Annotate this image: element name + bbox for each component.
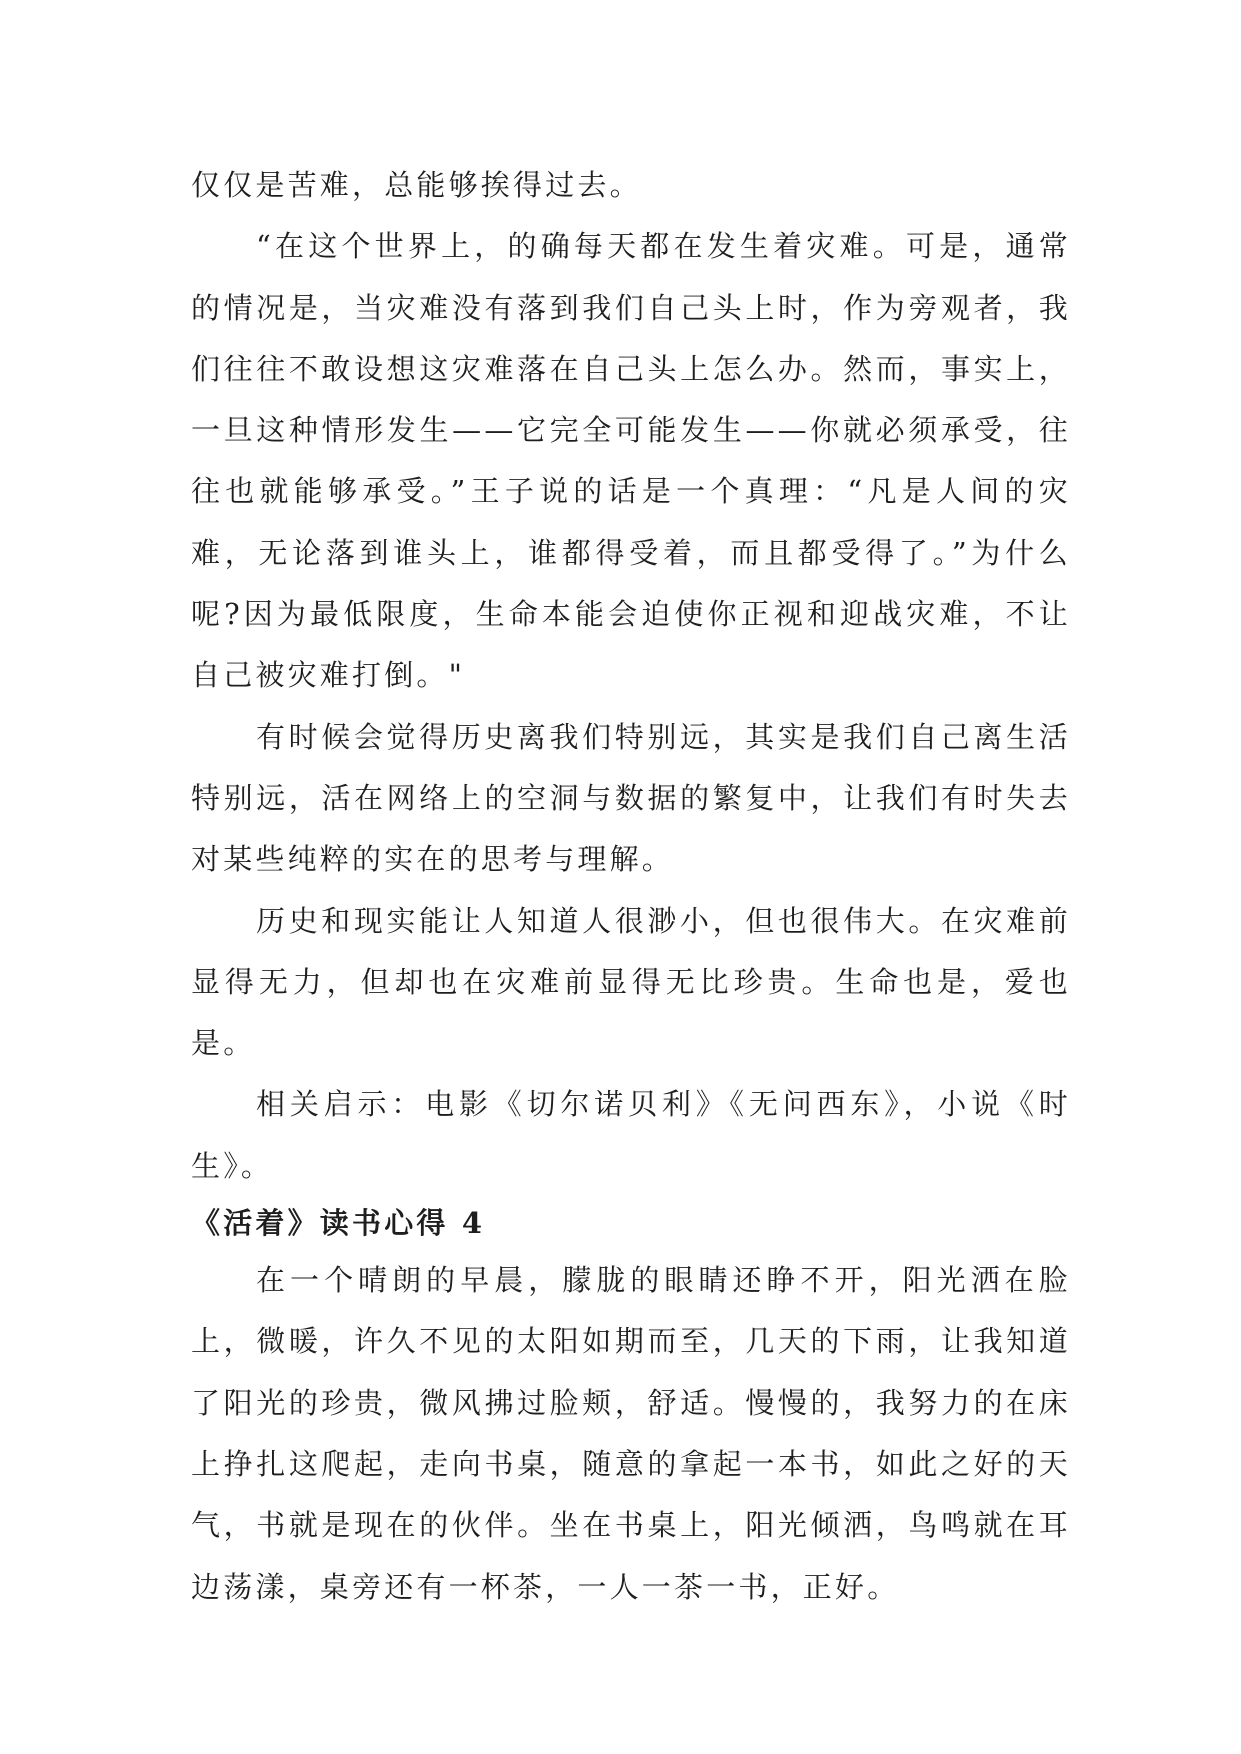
paragraph-1: 仅仅是苦难，总能够挨得过去。 (191, 168, 642, 202)
paragraph-4: 历史和现实能让人知道人很渺小，但也很伟大。在灾难前显得无力，但却也在灾难前显得无比珍贵。生命也是，爱也是。 (191, 903, 1071, 1061)
section-heading: 《活着》读书心得 4 (191, 1206, 486, 1241)
document-body (191, 155, 1071, 1618)
paragraph-2: “在这个世界上，的确每天都在发生着灾难。可是，通常的情况是，当灾难没有落到我们自己头上时，作为旁观者，我们往往不敢设想这灾难落在自己头上怎么办。然而，事实上，一旦这种情形发生——它完全可能发生——你就必须承受，往往也就能够承受。”王子说的话是一个真理：“凡是人间的灾难，无论落到谁头上，谁都得受着，而且都受得了。”为什么呢?因为最低限度，生命本能会迫使你正视和迎战灾难，不让自己被灾难打倒。" (191, 229, 1071, 693)
paragraph-6: 在一个晴朗的早晨，朦胧的眼睛还睁不开，阳光洒在脸上，微暖，许久不见的太阳如期而至，几天的下雨，让我知道了阳光的珍贵，微风拂过脸颊，舒适。慢慢的，我努力的在床上挣扎这爬起，走向书桌，随意的拿起一本书，如此之好的天气，书就是现在的伙伴。坐在书桌上，阳光倾洒，鸟鸣就在耳边荡漾，桌旁还有一杯茶，一人一茶一书，正好。 (191, 1263, 1071, 1604)
paragraph-3: 有时候会觉得历史离我们特别远，其实是我们自己离生活特别远，活在网络上的空洞与数据的繁复中，让我们有时失去对某些纯粹的实在的思考与理解。 (191, 719, 1071, 877)
paragraph-5: 相关启示：电影《切尔诺贝利》《无问西东》，小说《时生》。 (191, 1087, 1071, 1183)
